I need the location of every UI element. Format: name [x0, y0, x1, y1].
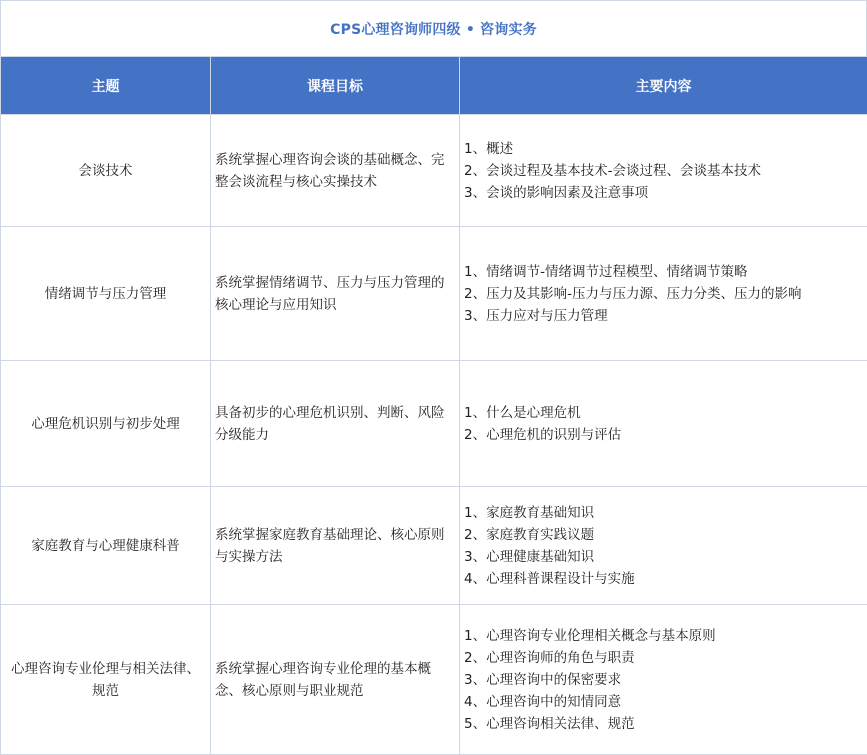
goal-text: 系统掌握情绪调节、压力与压力管理的核心理论与应用知识	[215, 272, 455, 316]
topic-cell: 心理咨询专业伦理与相关法律、规范	[1, 605, 211, 755]
content-item: 2、压力及其影响-压力与压力源、压力分类、压力的影响	[464, 283, 863, 305]
topic-cell: 会谈技术	[1, 115, 211, 227]
goal-text: 系统掌握家庭教育基础理论、核心原则与实操方法	[215, 524, 455, 568]
content-item: 2、心理危机的识别与评估	[464, 424, 863, 446]
content-item: 1、心理咨询专业伦理相关概念与基本原则	[464, 625, 863, 647]
content-item: 3、压力应对与压力管理	[464, 305, 863, 327]
header-topic: 主题	[1, 57, 211, 115]
header-content: 主要内容	[460, 57, 867, 115]
goal-cell	[211, 487, 460, 605]
content-cell	[460, 361, 867, 487]
goal-cell	[211, 605, 460, 755]
content-cell	[460, 605, 867, 755]
content-item: 1、家庭教育基础知识	[464, 502, 863, 524]
content-item: 2、心理咨询师的角色与职责	[464, 647, 863, 669]
goal-text: 具备初步的心理危机识别、判断、风险分级能力	[215, 402, 455, 446]
content-item: 4、心理咨询中的知情同意	[464, 691, 863, 713]
content-item: 1、情绪调节-情绪调节过程模型、情绪调节策略	[464, 261, 863, 283]
goal-cell	[211, 227, 460, 361]
header-goal: 课程目标	[211, 57, 460, 115]
table-row	[1, 227, 867, 361]
goal-text: 系统掌握心理咨询会谈的基础概念、完整会谈流程与核心实操技术	[215, 149, 455, 193]
table-row	[1, 605, 867, 755]
table-row	[1, 487, 867, 605]
header-row	[1, 57, 867, 115]
topic-cell: 心理危机识别与初步处理	[1, 361, 211, 487]
table-title: CPS心理咨询师四级 • 咨询实务	[330, 19, 537, 39]
content-item: 1、什么是心理危机	[464, 402, 863, 424]
table-row	[1, 361, 867, 487]
content-item: 2、家庭教育实践议题	[464, 524, 863, 546]
course-table	[0, 56, 867, 755]
content-cell	[460, 487, 867, 605]
content-item: 3、心理健康基础知识	[464, 546, 863, 568]
content-item: 1、概述	[464, 138, 863, 160]
table-row	[1, 115, 867, 227]
title-row	[0, 0, 867, 56]
topic-cell: 家庭教育与心理健康科普	[1, 487, 211, 605]
goal-cell	[211, 115, 460, 227]
goal-text: 系统掌握心理咨询专业伦理的基本概念、核心原则与职业规范	[215, 658, 455, 702]
content-cell	[460, 115, 867, 227]
content-item: 5、心理咨询相关法律、规范	[464, 713, 863, 735]
content-cell	[460, 227, 867, 361]
content-item: 3、心理咨询中的保密要求	[464, 669, 863, 691]
topic-cell: 情绪调节与压力管理	[1, 227, 211, 361]
content-item: 4、心理科普课程设计与实施	[464, 568, 863, 590]
content-item: 2、会谈过程及基本技术-会谈过程、会谈基本技术	[464, 160, 863, 182]
goal-cell	[211, 361, 460, 487]
content-item: 3、会谈的影响因素及注意事项	[464, 182, 863, 204]
